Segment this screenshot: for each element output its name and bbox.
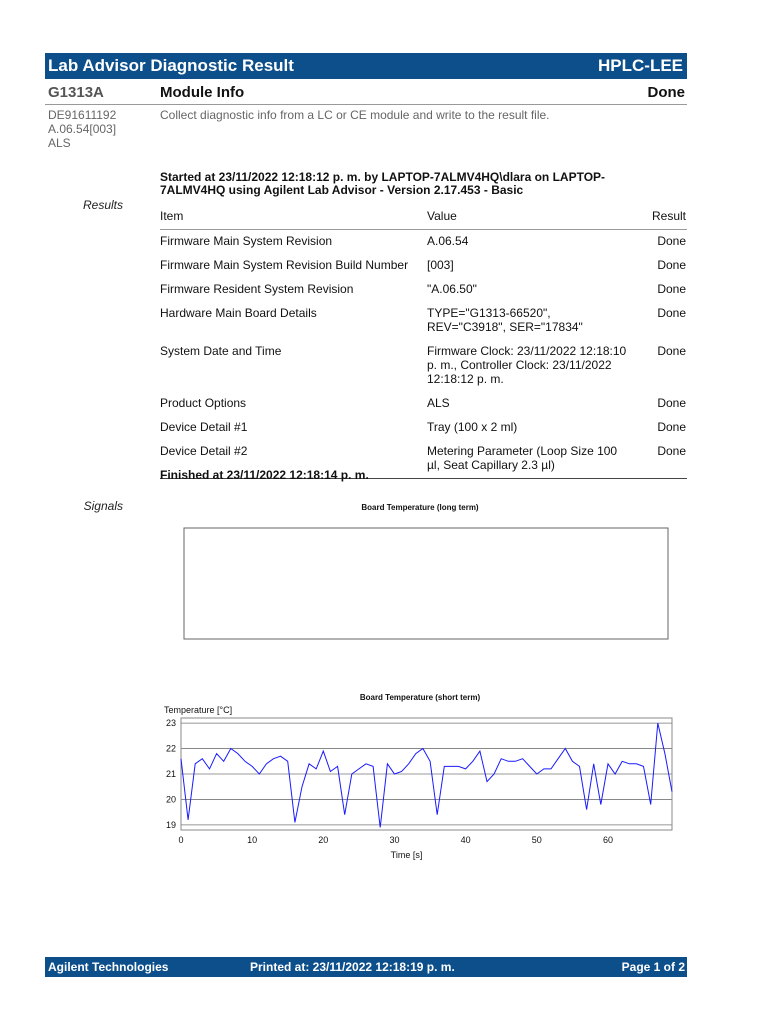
y-tick-label: 23 [165, 718, 176, 729]
report-header [45, 53, 687, 79]
row-item: Hardware Main Board Details [160, 306, 317, 320]
table-row [160, 254, 687, 278]
module-type: ALS [48, 136, 71, 150]
row-result: Done [657, 420, 686, 434]
module-model: G1313A [48, 83, 104, 101]
signals-label: Signals [83, 499, 123, 513]
row-result: Done [657, 282, 686, 296]
y-ticks [166, 718, 176, 830]
row-value: ALS [427, 396, 450, 410]
table-header-row [160, 207, 687, 230]
module-row [45, 80, 687, 105]
footer-printed: Printed at: 23/11/2022 12:18:19 p. m. [250, 960, 455, 974]
header-result: Result [627, 207, 687, 230]
table-row [160, 340, 687, 392]
temperature-series-line [181, 723, 672, 827]
chart-long-term [160, 498, 687, 648]
x-tick-label: 0 [178, 835, 184, 845]
row-value: Metering Parameter (Loop Size 100 µl, Seat Capillary 2.3 µl) [427, 440, 627, 479]
row-value: TYPE="G1313-66520", REV="C3918", SER="17834" [427, 306, 583, 334]
table-row [160, 278, 687, 302]
x-tick-label: 60 [602, 835, 613, 845]
x-tick-label: 50 [531, 835, 542, 845]
serial-number: DE91611192 [48, 108, 117, 122]
row-item: Firmware Resident System Revision [160, 282, 354, 296]
row-value: Firmware Clock: 23/11/2022 12:18:10 p. m., Controller Clock: 23/11/2022 12:18:12 p. m. [427, 344, 627, 386]
table-row [160, 230, 687, 255]
chart-short-term [160, 688, 687, 868]
table-row [160, 392, 687, 416]
results-table [160, 207, 687, 479]
row-item: Product Options [160, 396, 247, 410]
report-title: Lab Advisor Diagnostic Result [48, 56, 294, 75]
row-result: Done [657, 258, 686, 272]
row-result: Done [627, 440, 687, 479]
footer-page: Page 1 of 2 [621, 960, 685, 974]
started-line: Started at 23/11/2022 12:18:12 p. m. by LAPTOP-7ALMV4HQ\dlara on LAPTOP-7ALMV4HQ using Agilent Lab Advisor - Version 2.17.453 - Basic [160, 170, 606, 197]
plot-area [184, 528, 668, 639]
y-tick-label: 20 [165, 794, 176, 805]
row-item: Firmware Main System Revision [160, 234, 333, 248]
x-tick-label: 40 [460, 835, 471, 845]
row-item: Firmware Main System Revision Build Number [160, 258, 409, 272]
row-result: Done [657, 306, 686, 320]
firmware-version: A.06.54[003] [48, 122, 117, 136]
finished-line: Finished at 23/11/2022 12:18:14 p. m. [160, 468, 369, 482]
x-axis-label: Time [s] [390, 850, 423, 860]
header-value: Value [427, 207, 627, 230]
x-tick-label: 30 [389, 835, 400, 845]
row-value: "A.06.50" [427, 282, 477, 296]
row-item: Device Detail #1 [160, 420, 248, 434]
module-title: Module Info [160, 83, 245, 101]
row-result: Done [657, 344, 686, 358]
chart-title: Board Temperature (long term) [361, 503, 479, 512]
y-axis-label: Temperature [°C] [164, 705, 233, 715]
module-status: Done [647, 83, 685, 101]
table-row [160, 416, 687, 440]
row-result: Done [657, 396, 686, 410]
x-ticks [178, 835, 612, 845]
results-label: Results [82, 198, 123, 212]
y-tick-label: 19 [165, 819, 176, 830]
row-value: Tray (100 x 2 ml) [427, 420, 518, 434]
row-item: Device Detail #2 [160, 440, 427, 479]
row-value: A.06.54 [427, 234, 469, 248]
x-tick-label: 10 [247, 835, 258, 845]
x-tick-label: 20 [318, 835, 329, 845]
footer-company: Agilent Technologies [48, 960, 169, 974]
header-item: Item [160, 207, 427, 230]
table-row [160, 302, 687, 340]
y-tick-label: 21 [165, 769, 176, 779]
report-footer [45, 957, 687, 977]
row-result: Done [657, 234, 686, 248]
row-item: System Date and Time [160, 344, 282, 358]
module-identity [48, 108, 116, 150]
chart-title: Board Temperature (short term) [359, 693, 481, 702]
y-tick-label: 22 [165, 743, 176, 754]
instrument-name: HPLC-LEE [598, 56, 683, 75]
row-value: [003] [427, 258, 454, 272]
grid-lines [181, 723, 672, 825]
test-description: Collect diagnostic info from a LC or CE module and write to the result file. [160, 108, 550, 122]
